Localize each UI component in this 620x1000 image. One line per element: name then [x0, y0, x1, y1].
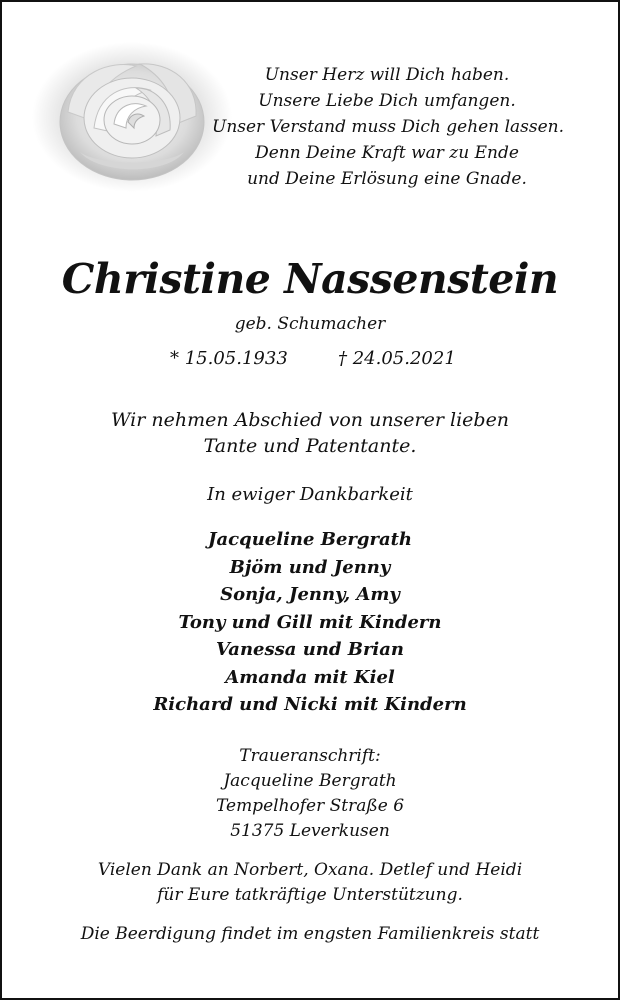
mourner-name: Bjöm und Jenny	[229, 556, 391, 578]
thanks-note	[2, 858, 618, 908]
farewell-text	[2, 407, 618, 459]
address-line: Jacqueline Bergrath	[223, 771, 397, 791]
poem	[212, 62, 565, 192]
mourner-name: Amanda mit Kiel	[225, 666, 395, 688]
poem-line: Unsere Liebe Dich umfangen.	[258, 91, 516, 111]
mourner-list	[2, 526, 618, 719]
poem-line: Denn Deine Kraft war zu Ende	[255, 143, 519, 163]
poem-line: Unser Verstand muss Dich gehen lassen.	[212, 117, 565, 137]
mourner-name: Richard und Nicki mit Kindern	[153, 694, 467, 715]
rose-icon	[32, 42, 232, 192]
funeral-note: Die Beerdigung findet im engsten Familienkreis statt	[80, 924, 540, 944]
mourner-name: Vanessa und Brian	[215, 639, 405, 660]
mourner-name: Jacqueline Bergrath	[207, 529, 413, 550]
thanks-line: für Eure tatkräftige Unterstützung.	[157, 885, 463, 905]
mourner-name: Tony und Gill mit Kindern	[178, 611, 442, 633]
mourner-name: Sonja, Jenny, Amy	[220, 584, 400, 605]
thanks-line: Vielen Dank an Norbert, Oxana. Detlef und Heidi	[97, 860, 523, 880]
address-line: Tempelhofer Straße 6	[215, 796, 405, 816]
birth-date: * 15.05.1933	[170, 348, 288, 369]
address-line: Traueranschrift:	[239, 746, 381, 766]
poem-line: und Deine Erlösung eine Gnade.	[247, 169, 527, 189]
farewell-line: Wir nehmen Abschied von unserer lieben	[110, 409, 510, 431]
address-line: 51375 Leverkusen	[230, 821, 390, 841]
mourning-address	[2, 744, 618, 844]
deceased-name: Christine Nassenstein	[61, 255, 559, 303]
birth-name: geb. Schumacher	[234, 314, 386, 334]
death-date: † 24.05.2021	[338, 348, 456, 369]
farewell-line: Tante und Patentante.	[203, 435, 417, 457]
poem-line: Unser Herz will Dich haben.	[264, 65, 510, 85]
gratitude-line: In ewiger Dankbarkeit	[207, 484, 413, 505]
